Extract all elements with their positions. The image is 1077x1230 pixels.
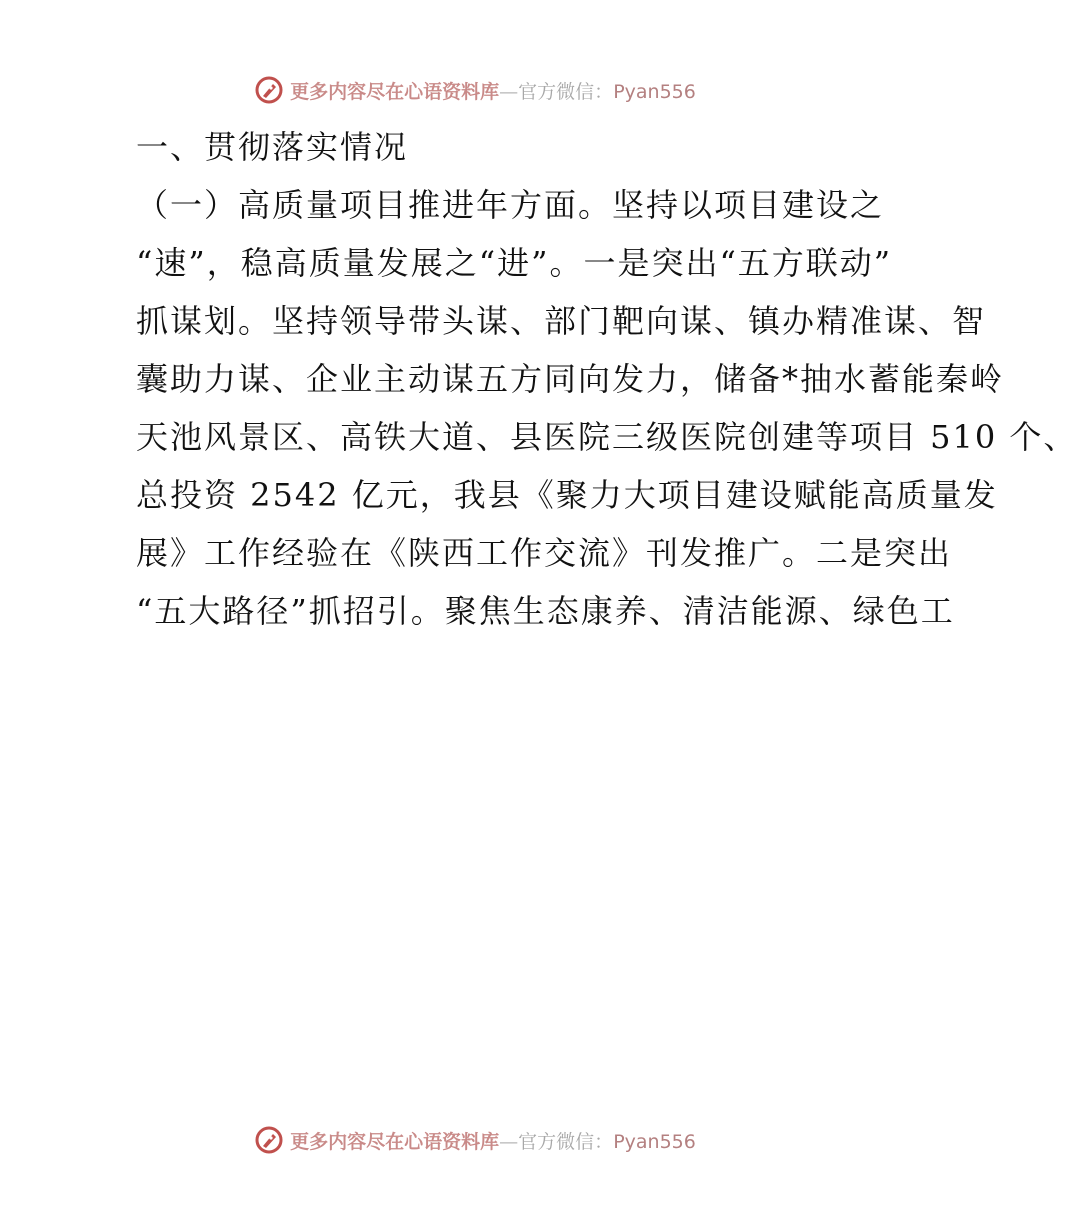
body-line: “五大路径”抓招引。聚焦生态康养、清洁能源、绿色工 [136, 592, 955, 630]
section-heading: 一、贯彻落实情况 [136, 128, 409, 166]
footer-watermark [0, 1120, 950, 1160]
watermark-site: 更多内容尽在心语资料库 [290, 80, 500, 103]
watermark-separator: — [499, 1130, 519, 1153]
body-line: 囊助力谋、企业主动谋五方同向发力，储备*抽水蓄能秦岭 [136, 360, 1005, 398]
pen-nib-logo-icon [254, 1125, 284, 1155]
body-line: 总投资 2542 亿元，我县《聚力大项目建设赋能高质量发 [136, 476, 998, 514]
watermark-wechat-id: Pyan556 [613, 80, 696, 103]
body-line: “速”，稳高质量发展之“进”。一是突出“五方联动” [136, 244, 893, 282]
watermark-text [290, 1127, 696, 1154]
watermark-text [290, 77, 696, 104]
pen-nib-logo-icon [254, 75, 284, 105]
watermark-wechat-id: Pyan556 [613, 1130, 696, 1153]
body-line: 抓谋划。坚持领导带头谋、部门靶向谋、镇办精准谋、智 [136, 302, 987, 340]
body-line: 展》工作经验在《陕西工作交流》刊发推广。二是突出 [136, 534, 953, 572]
watermark-separator: — [499, 80, 519, 103]
body-line: （一）高质量项目推进年方面。坚持以项目建设之 [136, 186, 885, 224]
header-watermark [0, 70, 950, 110]
body-line: 天池风景区、高铁大道、县医院三级医院创建等项目 510 个、 [136, 418, 1077, 456]
watermark-wechat-label: 官方微信： [518, 80, 614, 103]
watermark-wechat-label: 官方微信： [518, 1130, 614, 1153]
document-body [98, 118, 1077, 640]
watermark-site: 更多内容尽在心语资料库 [290, 1130, 500, 1153]
